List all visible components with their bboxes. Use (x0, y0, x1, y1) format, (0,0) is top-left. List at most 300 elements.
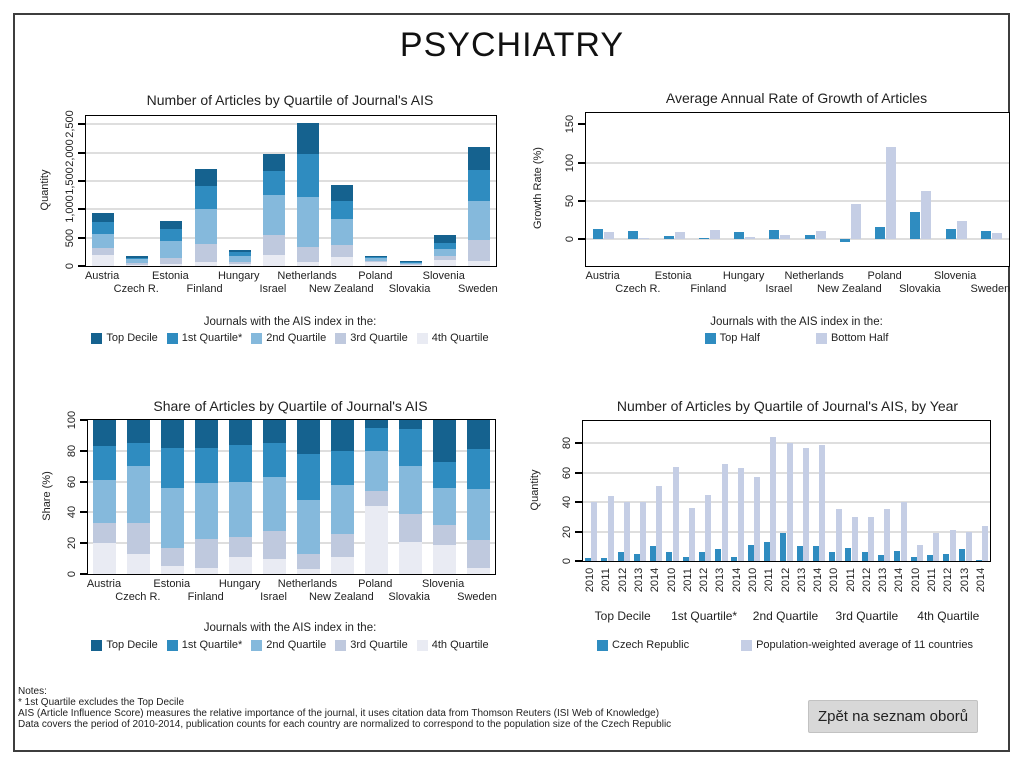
y-tick-label: 40 (561, 495, 573, 509)
bar-segment (331, 485, 354, 534)
bar-segment (365, 261, 387, 262)
year-label: 2010 (828, 567, 841, 593)
category-label: Israel (765, 283, 793, 295)
bar-segment (297, 123, 319, 154)
bar-segment (433, 488, 456, 525)
bar-segment (467, 568, 490, 574)
bar-segment (365, 451, 388, 491)
x-axis-labels-countries-3 (86, 578, 497, 606)
bar (862, 552, 868, 561)
bar (943, 554, 949, 561)
x-axis-labels-countries-1 (84, 270, 498, 298)
year-label: 2014 (649, 567, 662, 593)
legend-swatch (91, 640, 102, 651)
bar-segment (468, 240, 490, 261)
bar-segment (297, 569, 320, 574)
bar-segment (434, 243, 456, 248)
bar (886, 147, 896, 239)
bar-segment (92, 255, 114, 266)
bar-segment (365, 262, 387, 266)
bar-segment (263, 195, 285, 234)
axis-tick (80, 481, 87, 483)
axis-tick (80, 450, 87, 452)
bar-segment (331, 219, 353, 245)
bar-segment (93, 523, 116, 543)
bar (852, 517, 858, 561)
bar (884, 509, 890, 561)
bar-segment (399, 420, 422, 429)
legend-swatch (91, 333, 102, 344)
bar (950, 530, 956, 561)
axis-tick (78, 123, 85, 125)
bar-segment (263, 235, 285, 255)
x-axis-labels-countries-2 (585, 270, 1011, 298)
bar-segment (297, 554, 320, 569)
bar-segment (331, 257, 353, 266)
chart-title-articles-by-year: Number of Articles by Quartile of Journal's AIS, by Year (616, 398, 959, 414)
legend-label: 4th Quartile (431, 332, 489, 344)
bar-segment (92, 213, 114, 222)
bar-segment (433, 462, 456, 488)
legend-item (335, 332, 407, 344)
category-label: Finland (186, 283, 223, 295)
bar-segment (400, 263, 422, 264)
legend-swatch (417, 640, 428, 651)
bar (628, 231, 638, 239)
y-tick-label: 0 (66, 570, 78, 578)
bar-segment (399, 542, 422, 574)
year-label: 2010 (909, 567, 922, 593)
bar-segment (195, 244, 217, 263)
bar-segment (433, 545, 456, 574)
bar-segment (127, 420, 150, 443)
bar-segment (263, 477, 286, 531)
legend-item (251, 639, 326, 651)
bar-segment (229, 256, 251, 262)
bar (894, 551, 900, 561)
notes-line: * 1st Quartile excludes the Top Decile (18, 697, 185, 708)
notes (18, 686, 798, 730)
gridline (586, 200, 1009, 202)
bar-segment (365, 256, 387, 258)
notes-heading: Notes: (18, 686, 47, 697)
category-label: Slovenia (422, 578, 465, 590)
axis-tick (578, 200, 585, 202)
category-label: Austria (84, 270, 120, 282)
y-tick-label: 0 (564, 236, 576, 243)
bar-segment (331, 201, 353, 219)
y-tick-label: 80 (66, 444, 78, 457)
bar-segment (297, 197, 319, 247)
legend-quartiles-1 (75, 332, 505, 344)
axis-tick (80, 511, 87, 513)
bar-segment (229, 537, 252, 557)
legend-title-2: Journals with the AIS index in the: (710, 316, 883, 328)
category-label: Netherlands (784, 270, 844, 282)
bar (722, 464, 728, 561)
gridline (86, 180, 496, 182)
bar (769, 230, 779, 239)
bar (868, 517, 874, 561)
bar (608, 496, 614, 561)
category-label: Poland (358, 270, 393, 282)
bar-segment (400, 262, 422, 263)
axis-tick (575, 560, 582, 562)
category-label: Estonia (153, 578, 191, 590)
bar (624, 502, 630, 561)
bar-segment (127, 523, 150, 554)
category-label: Hungary (722, 270, 765, 282)
legend-swatch (741, 640, 752, 651)
category-label: Israel (260, 591, 287, 603)
bar-segment (195, 262, 217, 266)
bar-segment (92, 222, 114, 234)
bar-segment (160, 258, 182, 263)
axis-tick (578, 123, 585, 125)
year-label: 2012 (698, 567, 711, 593)
bar (959, 549, 965, 561)
bar (813, 546, 819, 561)
bar (981, 231, 991, 239)
axis-tick (80, 419, 87, 421)
axis-tick (78, 265, 85, 267)
bar-segment (161, 420, 184, 448)
bar-segment (161, 488, 184, 548)
y-axis-label-growth-rate: Growth Rate (%) (532, 147, 544, 229)
y-tick-label: 150 (564, 115, 576, 134)
category-label: New Zealand (308, 283, 374, 295)
bar-segment (434, 235, 456, 243)
bar (816, 231, 826, 239)
gridline (586, 162, 1009, 164)
bar (591, 502, 597, 561)
bar-segment (434, 249, 456, 256)
legend-swatch (167, 640, 178, 651)
bar-segment (92, 248, 114, 255)
axis-tick (575, 442, 582, 444)
bar (910, 212, 920, 239)
legend-item (167, 332, 243, 344)
x-axis-group-labels-quartiles (582, 609, 989, 624)
bar-segment (195, 169, 217, 186)
bar (819, 445, 825, 561)
group-label: 4th Quartile (917, 609, 980, 623)
year-label: 2010 (665, 567, 678, 593)
bar (745, 237, 755, 239)
notes-line: Data covers the period of 2010-2014, publication counts for each country are normalized to correspond to the population size of the Czech Republic (18, 719, 672, 730)
bar (666, 552, 672, 561)
legend-halves (585, 332, 1008, 344)
axis-tick (575, 531, 582, 533)
bar (593, 229, 603, 239)
legend-quartiles-2 (75, 639, 505, 651)
bar-segment (468, 170, 490, 201)
back-button[interactable]: Zpět na seznam oborů (808, 700, 978, 733)
year-label: 2014 (812, 567, 825, 593)
axis-tick (78, 180, 85, 182)
bar (748, 545, 754, 561)
legend-label: Top Decile (106, 639, 158, 651)
legend-item (167, 639, 243, 651)
y-tick-label: 80 (561, 436, 573, 450)
group-label: 3rd Quartile (835, 609, 899, 623)
bar-segment (263, 559, 286, 574)
year-label: 2014 (974, 567, 987, 593)
bar (604, 232, 614, 239)
bar (992, 233, 1002, 239)
legend-item (741, 639, 973, 651)
bar-segment (263, 420, 286, 443)
year-label: 2013 (795, 567, 808, 593)
axis-tick (80, 573, 87, 575)
category-label: New Zealand (308, 591, 374, 603)
category-label: Finland (187, 591, 224, 603)
bar-segment (229, 445, 252, 482)
category-label: Sweden (458, 283, 498, 295)
bar-segment (229, 420, 252, 445)
bar-segment (297, 454, 320, 500)
bar (805, 235, 815, 240)
bar (836, 509, 842, 561)
y-tick-label: 1,000 (64, 195, 76, 224)
bar-segment (126, 258, 148, 259)
bar (780, 533, 786, 561)
category-label: Netherlands (277, 578, 338, 590)
plot-area-share-by-quartile (66, 410, 496, 578)
bar-segment (331, 185, 353, 201)
axis-tick (78, 152, 85, 154)
y-tick-label: 40 (66, 506, 78, 519)
legend-swatch (417, 333, 428, 344)
legend-label: 2nd Quartile (266, 332, 327, 344)
bar-segment (126, 265, 148, 266)
legend-label: 3rd Quartile (350, 332, 408, 344)
legend-swatch (167, 333, 178, 344)
year-label: 2014 (730, 567, 743, 593)
bar (966, 532, 972, 561)
category-label: Austria (585, 270, 620, 282)
legend-label: 4th Quartile (431, 639, 489, 651)
bar (946, 229, 956, 239)
bar (770, 437, 776, 561)
bar (689, 508, 695, 561)
bar-segment (331, 245, 353, 257)
category-label: New Zealand (816, 283, 882, 295)
year-label: 2014 (893, 567, 906, 593)
bar-segment (297, 420, 320, 454)
category-label: Hungary (218, 578, 261, 590)
bar (699, 238, 709, 239)
plot-area-growth-rate (564, 112, 1010, 267)
year-label: 2013 (958, 567, 971, 593)
bar-segment (365, 491, 388, 506)
bar-segment (468, 201, 490, 240)
bar-segment (468, 261, 490, 266)
bar (734, 232, 744, 239)
y-tick-label: 20 (561, 525, 573, 538)
bar (705, 495, 711, 561)
bar-segment (229, 250, 251, 253)
y-tick-label: 50 (564, 194, 576, 208)
axis-tick (578, 238, 585, 240)
y-tick-label: 0 (64, 262, 76, 270)
bar (797, 546, 803, 561)
category-label: Estonia (654, 270, 692, 282)
bar-segment (127, 443, 150, 466)
bar (634, 554, 640, 561)
category-label: Slovakia (388, 591, 430, 603)
bar (829, 552, 835, 561)
bar-segment (297, 247, 319, 261)
year-label: 2012 (616, 567, 629, 593)
bar (845, 548, 851, 561)
bar-segment (434, 260, 456, 266)
bar (803, 448, 809, 561)
bar-segment (93, 420, 116, 446)
bar-segment (127, 466, 150, 523)
bar (901, 502, 907, 561)
bar-segment (400, 265, 422, 266)
legend-swatch (335, 333, 346, 344)
bar (957, 221, 967, 239)
bar (618, 552, 624, 561)
plot-area-articles-by-quartile (64, 110, 497, 270)
year-label: 2011 (763, 568, 776, 592)
bar-segment (195, 186, 217, 208)
y-tick-label: 500 (64, 228, 76, 247)
group-label: Top Decile (594, 609, 651, 623)
axis-tick (575, 501, 582, 503)
y-tick-label: 60 (66, 475, 78, 488)
bar-segment (468, 147, 490, 170)
bar-segment (263, 154, 285, 171)
legend-label: Population-weighted average of 11 countries (756, 639, 973, 651)
y-tick-label: 1,500 (64, 167, 76, 195)
legend-item (816, 332, 888, 344)
y-tick-label: 20 (66, 537, 78, 550)
bar (921, 191, 931, 239)
y-axis-label-share: Share (%) (41, 471, 53, 521)
legend-label: Top Decile (106, 332, 158, 344)
bar (982, 526, 988, 561)
bar-segment (331, 451, 354, 485)
year-label: 2011 (681, 568, 694, 592)
bar (738, 468, 744, 561)
legend-label: 2nd Quartile (266, 639, 327, 651)
category-label: Slovakia (899, 283, 941, 295)
bar-segment (263, 171, 285, 196)
bar-segment (434, 256, 456, 260)
plot-area-articles-by-year (561, 420, 991, 565)
bar-segment (365, 256, 387, 257)
year-label: 2010 (584, 567, 597, 593)
bar-segment (263, 255, 285, 266)
category-label: Estonia (152, 270, 189, 282)
bar-segment (365, 428, 388, 451)
bar-segment (263, 443, 286, 477)
year-label: 2010 (746, 567, 759, 593)
bar-segment (161, 448, 184, 488)
bar-segment (399, 514, 422, 542)
bar-segment (467, 540, 490, 568)
bar-segment (195, 448, 218, 483)
category-label: Czech R. (115, 591, 161, 603)
year-label: 2012 (779, 567, 792, 593)
year-label: 2013 (632, 567, 645, 593)
legend-label: Top Half (719, 332, 760, 344)
bar-segment (467, 449, 490, 489)
category-label: Sweden (457, 591, 497, 603)
bar-segment (297, 262, 319, 266)
bar-segment (195, 483, 218, 538)
bar (875, 227, 885, 239)
bar-segment (229, 252, 251, 256)
bar (639, 238, 649, 240)
notes-line: AIS (Article Influence Score) measures the relative importance of the journal, it uses citation data from Thomson Reuters (ISI Web of Knowledge) (18, 708, 660, 719)
year-label: 2011 (844, 568, 857, 592)
bar (664, 236, 674, 239)
category-label: Slovenia (422, 270, 465, 282)
bar-segment (331, 420, 354, 451)
gridline (86, 123, 496, 125)
bar (917, 545, 923, 561)
legend-label: Bottom Half (830, 332, 889, 344)
category-label: Sweden (970, 283, 1011, 295)
bar-segment (126, 263, 148, 265)
legend-swatch (335, 640, 346, 651)
year-label: 2011 (600, 568, 613, 592)
year-label: 2013 (877, 567, 890, 593)
y-tick-label: 100 (564, 153, 576, 172)
axis-tick (575, 472, 582, 474)
bar (715, 549, 721, 561)
category-label: Slovenia (934, 270, 977, 282)
group-label: 1st Quartile* (671, 609, 738, 623)
y-tick-label: 0 (561, 557, 573, 565)
bar-segment (400, 264, 422, 265)
legend-item (705, 332, 760, 344)
bar-segment (229, 262, 251, 264)
bar (656, 486, 662, 561)
bar (673, 467, 679, 561)
chart-title-articles-by-quartile: Number of Articles by Quartile of Journal's AIS (146, 92, 434, 108)
category-label: Hungary (217, 270, 260, 282)
bar (933, 533, 939, 561)
bar-segment (127, 554, 150, 574)
page-title: PSYCHIATRY (399, 26, 625, 64)
category-label: Slovakia (388, 283, 431, 295)
bar-segment (399, 429, 422, 466)
bar-segment (195, 539, 218, 568)
bar-segment (297, 154, 319, 197)
bar-segment (433, 525, 456, 545)
bar (710, 230, 720, 239)
bar (780, 235, 790, 239)
legend-swatch (597, 640, 608, 651)
bar (851, 204, 861, 239)
bar-segment (93, 446, 116, 480)
x-axis-labels-years (582, 561, 989, 607)
legend-item (417, 332, 489, 344)
axis-tick (80, 542, 87, 544)
legend-label: 1st Quartile* (181, 639, 243, 651)
bar (787, 443, 793, 561)
bar-segment (365, 258, 387, 261)
bar (764, 542, 770, 561)
bar (840, 239, 850, 242)
bar-segment (467, 420, 490, 449)
bar-segment (126, 259, 148, 263)
